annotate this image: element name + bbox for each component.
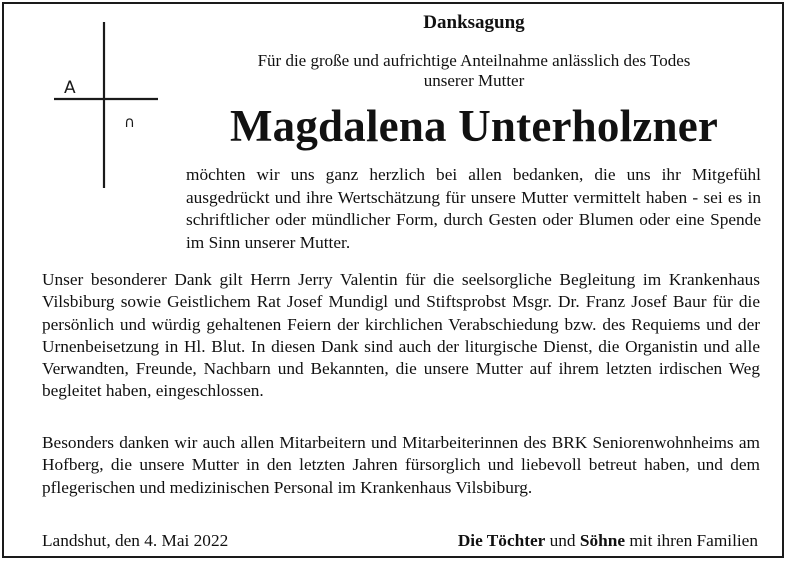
care-thanks-paragraph: Besonders danken wir auch allen Mitarbeitern und Mitarbeiterinnen des BRK Seniorenwohnheims am Hofberg, die unsere Mutter in den letzten Jahren fürsorglich und liebevoll betreut haben, und dem pflegerischen und medizinischen Personal im Krankenhaus Vilsbiburg.	[42, 433, 760, 497]
deceased-name: Magdalena Unterholzner	[229, 101, 719, 151]
intro-text	[174, 51, 774, 91]
omega-symbol: ∩	[124, 113, 135, 131]
signature-sons: Söhne	[579, 531, 626, 550]
signature	[458, 531, 758, 551]
place-date: Landshut, den 4. Mai 2022	[42, 531, 229, 550]
signature-daughters: Die Töchter	[457, 531, 546, 550]
notice-title: Danksagung	[423, 12, 525, 33]
cross-alpha-omega-icon	[52, 20, 162, 190]
obituary-card	[2, 2, 784, 558]
special-thanks-paragraph: Unser besonderer Dank gilt Herrn Jerry Valentin für die seelsorgliche Begleitung im Krankenhaus Vilsbiburg sowie Geistlichem Rat Josef Mundigl und Stiftsprobst Msgr. Dr. Franz Josef Baur für die persönlich und würdig gehaltenen Feiern der kirchlichen Verabschiedung bzw. des Requiems und der Urnenbeisetzung in Hl. Blut. In diesen Dank sind auch der liturgische Dienst, die Organistin und alle Verwandten, Freunde, Nachbarn und Bekannten, die unsere Mutter auf ihrem letzten irdischen Weg begleitet haben, eingeschlossen.	[42, 270, 760, 401]
signature-rest: mit ihren Familien	[625, 531, 758, 550]
intro-line-2: unserer Mutter	[423, 71, 525, 90]
intro-line-1: Für die große und aufrichtige Anteilnahme anlässlich des Todes	[257, 51, 691, 70]
thanks-paragraph: möchten wir uns ganz herzlich bei allen bedanken, die uns ihr Mitgefühl ausgedrückt und ihre Wertschätzung für unsere Mutter vermittelt haben - sei es in schriftlicher oder mündlicher Form, durch Gesten oder Blumen oder eine Spende im Sinn unserer Mutter.	[186, 165, 761, 252]
alpha-symbol: A	[64, 78, 76, 98]
signature-and: und	[545, 531, 580, 550]
